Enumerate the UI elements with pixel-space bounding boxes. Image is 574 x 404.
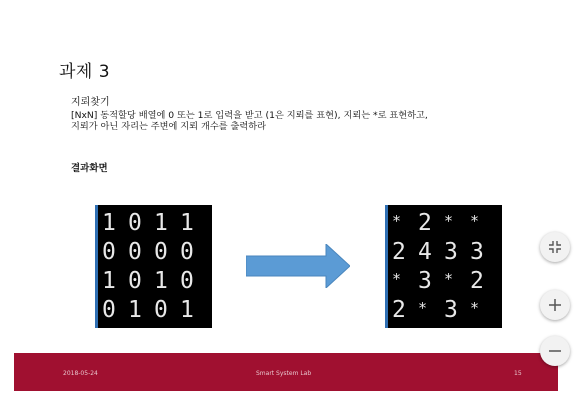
input-console-row	[102, 267, 212, 295]
console-cell: 3	[470, 239, 484, 265]
console-cell: 1	[102, 210, 116, 236]
console-cell: 3	[444, 297, 458, 323]
console-cell: 0	[128, 268, 142, 294]
footer-page-number: 15	[514, 370, 522, 377]
compress-icon	[548, 240, 562, 254]
input-console-row	[102, 296, 212, 324]
output-console	[385, 205, 502, 328]
console-cell: 3	[444, 239, 458, 265]
console-cell: 1	[102, 268, 116, 294]
zoom-in-button[interactable]	[540, 290, 570, 320]
console-cell: 0	[154, 297, 168, 323]
console-cell: 2	[470, 268, 484, 294]
fit-to-screen-button[interactable]	[540, 232, 570, 262]
console-cell: *	[418, 299, 428, 317]
input-console	[95, 205, 212, 328]
result-label: 결과화면	[71, 163, 108, 174]
console-cell: 1	[180, 297, 194, 323]
output-console-row	[392, 296, 502, 324]
console-cell: 2	[418, 210, 432, 236]
console-cell: *	[392, 270, 402, 288]
description-line-1: [NxN] 동적할당 배열에 0 또는 1로 입력을 받고 (1은 지뢰를 표현), 지뢰는 *로 표현하고,	[71, 110, 428, 121]
console-cell: *	[470, 299, 480, 317]
console-cell: *	[444, 212, 454, 230]
console-cell: 2	[392, 239, 406, 265]
console-cell: 0	[180, 268, 194, 294]
input-console-row	[102, 238, 212, 266]
console-cell: 0	[154, 239, 168, 265]
zoom-out-button[interactable]	[540, 336, 570, 366]
console-cell: 1	[128, 297, 142, 323]
output-console-row	[392, 238, 502, 266]
slide-footer	[14, 353, 558, 391]
console-cell: *	[444, 270, 454, 288]
console-cell: 2	[392, 297, 406, 323]
console-cell: 0	[102, 297, 116, 323]
output-console-row	[392, 267, 502, 295]
output-console-row	[392, 209, 502, 237]
minus-icon	[548, 344, 562, 358]
console-cell: 0	[102, 239, 116, 265]
console-cell: 0	[128, 210, 142, 236]
console-cell: 4	[418, 239, 432, 265]
right-arrow-icon	[246, 244, 350, 288]
console-cell: 0	[180, 239, 194, 265]
footer-lab-name: Smart System Lab	[256, 370, 312, 377]
footer-date: 2018-05-24	[63, 370, 98, 377]
console-cell: 3	[418, 268, 432, 294]
console-cell: *	[392, 212, 402, 230]
console-cell: 1	[154, 210, 168, 236]
console-cell: 1	[154, 268, 168, 294]
slide-description	[71, 110, 541, 132]
input-console-row	[102, 209, 212, 237]
console-cell: 1	[180, 210, 194, 236]
slide-subtitle: 지뢰찾기	[71, 97, 110, 108]
plus-icon	[548, 298, 562, 312]
description-line-2: 지뢰가 아닌 자리는 주변에 지뢰 개수를 출력하라	[71, 121, 267, 132]
console-cell: 0	[128, 239, 142, 265]
slide-title: 과제 3	[59, 62, 111, 82]
console-cell: *	[470, 212, 480, 230]
